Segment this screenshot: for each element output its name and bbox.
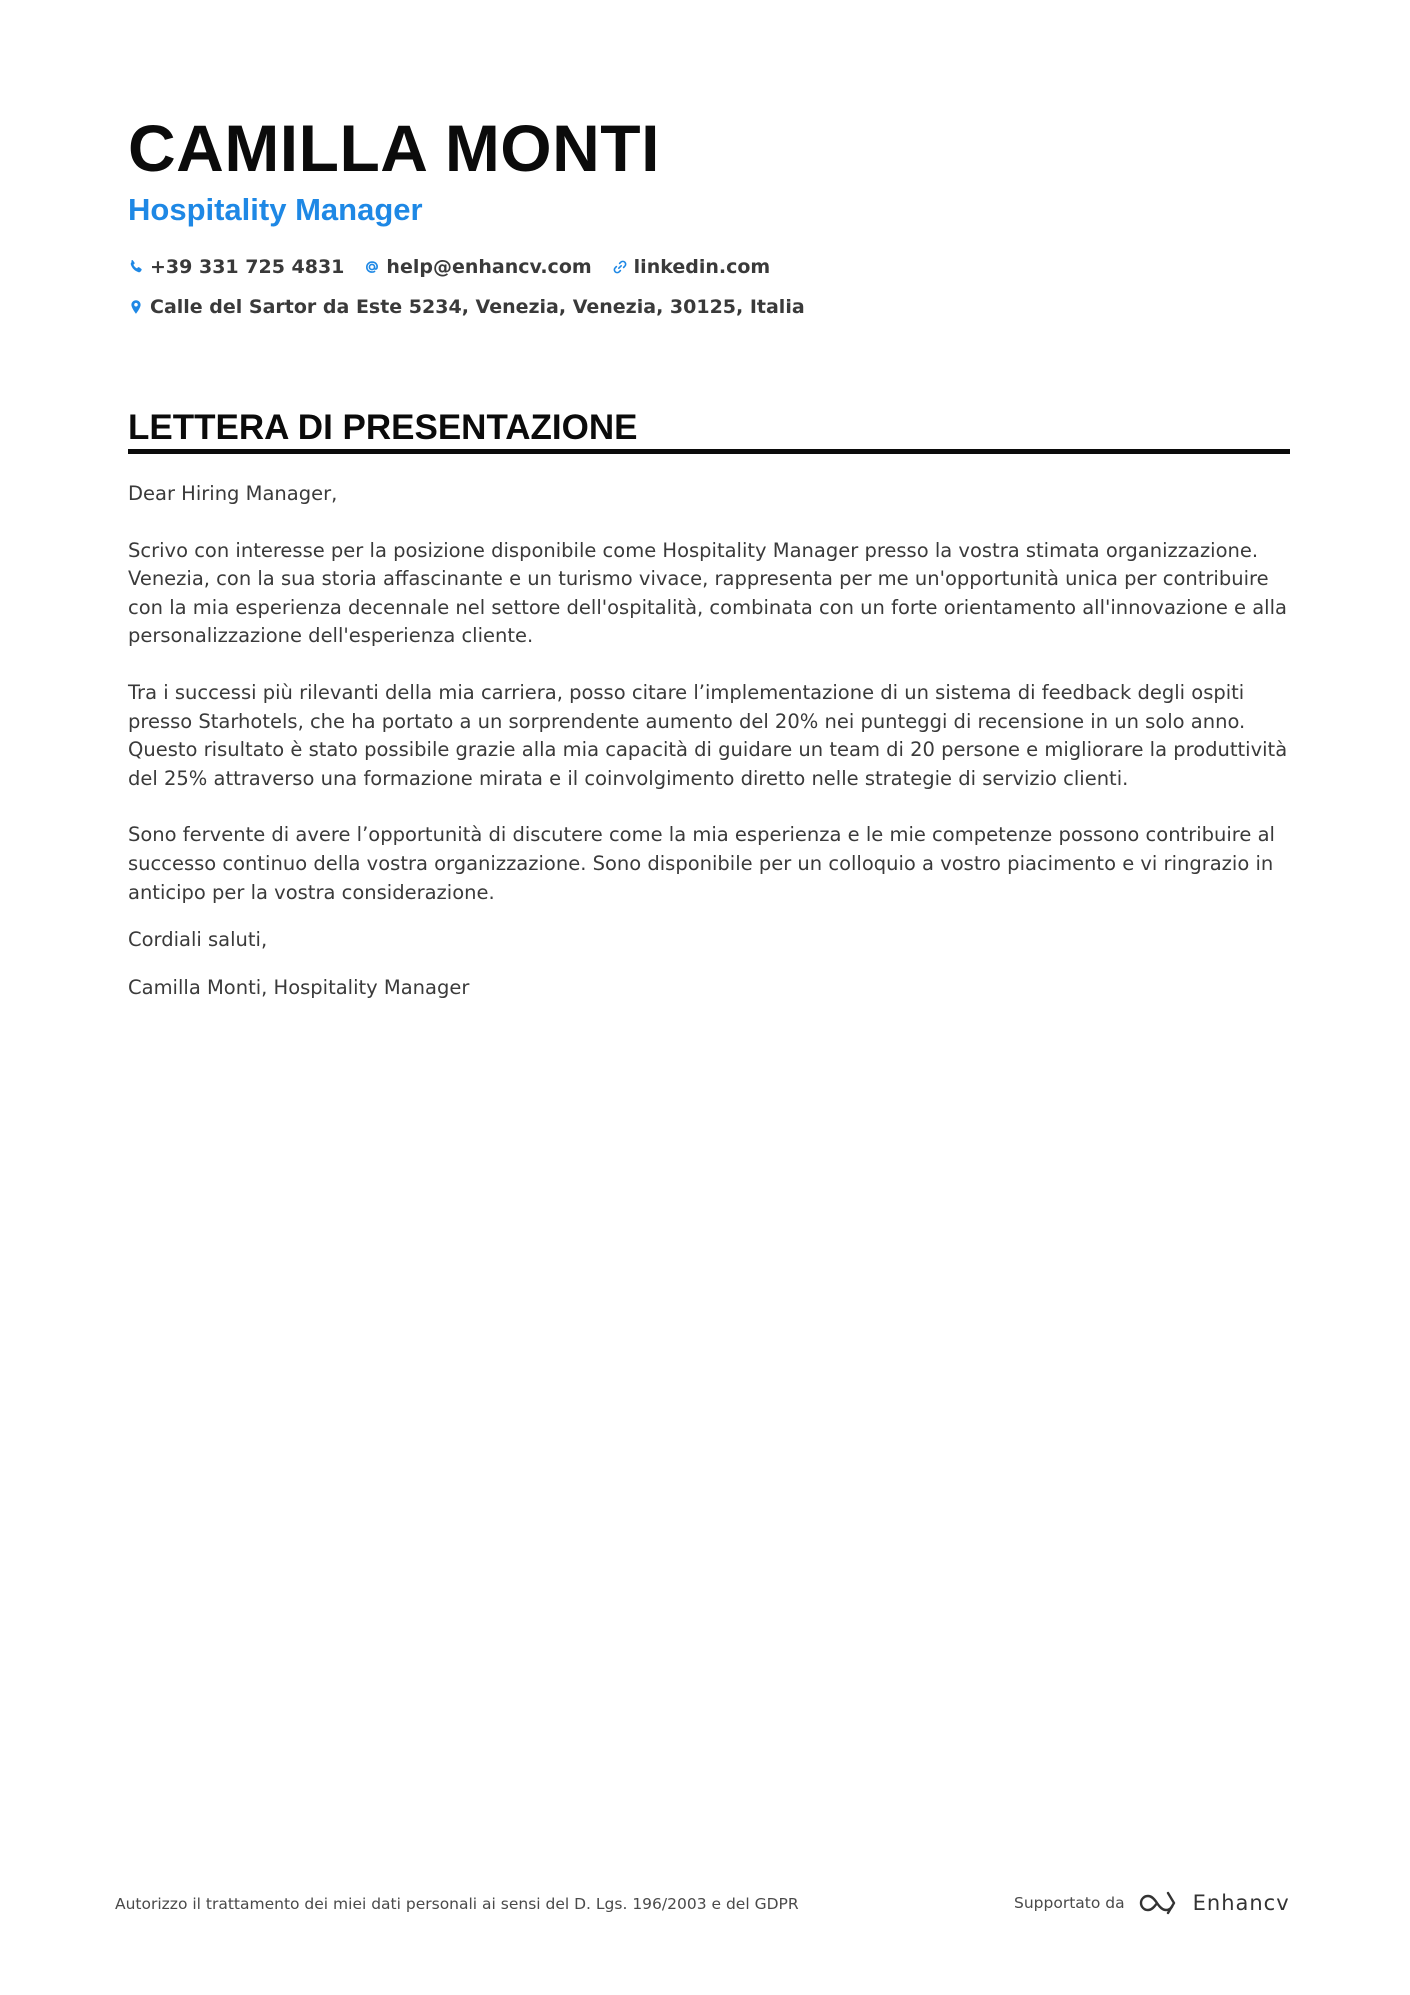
letter-paragraph: Scrivo con interesse per la posizione disponibile come Hospitality Manager presso la vostra stimata organizzazione. Venezia, con la sua storia affascinante e un turismo vivace, rappresenta per me un'opportunità unica per contribuire con la mia esperienza decennale nel settore dell'ospitalità, combinata con un forte orientamento all'innovazione e alla personalizzazione dell'esperienza cliente. xyxy=(128,538,1287,648)
section-title: LETTERA DI PRESENTAZIONE xyxy=(128,408,638,447)
letter-paragraph: Tra i successi più rilevanti della mia carriera, posso citare l’implementazione di un sistema di feedback degli ospiti presso Starhotels, che ha portato a un sorprendente aumento del 20% nei punteggi di recensione in un solo anno. Questo risultato è stato possibile grazie alla mia capacità di guidare un team di 20 persone e migliorare la produttività del 25% attraverso una formazione mirata e il coinvolgimento diretto nelle strategie di servizio clienti. xyxy=(128,680,1288,790)
candidate-name: CAMILLA MONTI xyxy=(128,111,660,185)
letter-signature: Camilla Monti, Hospitality Manager xyxy=(128,975,470,999)
powered-by-label: Supportato da xyxy=(1014,1894,1125,1912)
phone-text: +39 331 725 4831 xyxy=(150,256,345,278)
phone-icon xyxy=(128,259,144,275)
footer-consent: Autorizzo il trattamento dei miei dati personali ai sensi del D. Lgs. 196/2003 e del GDPR xyxy=(115,1895,799,1913)
footer-brand[interactable] xyxy=(1014,1890,1290,1916)
contact-address xyxy=(128,294,805,320)
letter-greeting: Dear Hiring Manager, xyxy=(128,482,338,505)
address-text: Calle del Sartor da Este 5234, Venezia, Venezia, 30125, Italia xyxy=(150,296,805,318)
linkedin-text[interactable]: linkedin.com xyxy=(633,256,771,278)
letter-closing: Cordiali saluti, xyxy=(128,928,268,952)
contact-row-address xyxy=(128,294,825,320)
job-title: Hospitality Manager xyxy=(128,192,423,227)
letter-paragraph: Sono fervente di avere l’opportunità di discutere come la mia esperienza e le mie competenze possono contribuire al successo continuo della vostra organizzazione. Sono disponibile per un colloquio a vostro piacimento e vi ringrazio in anticipo per la vostra considerazione. xyxy=(128,823,1275,904)
enhancv-logo-icon xyxy=(1137,1890,1181,1916)
contact-row-primary xyxy=(128,254,790,280)
letter-body xyxy=(128,480,1290,1030)
contact-linkedin[interactable] xyxy=(612,254,771,280)
email-text[interactable]: help@enhancv.com xyxy=(386,256,592,278)
contact-email[interactable] xyxy=(364,254,591,280)
contact-phone xyxy=(128,254,344,280)
section-divider xyxy=(128,449,1290,454)
link-icon xyxy=(612,259,628,275)
brand-name: Enhancv xyxy=(1192,1891,1290,1915)
map-pin-icon xyxy=(128,299,144,315)
cover-letter-page xyxy=(128,0,1290,1995)
at-icon xyxy=(364,259,380,275)
